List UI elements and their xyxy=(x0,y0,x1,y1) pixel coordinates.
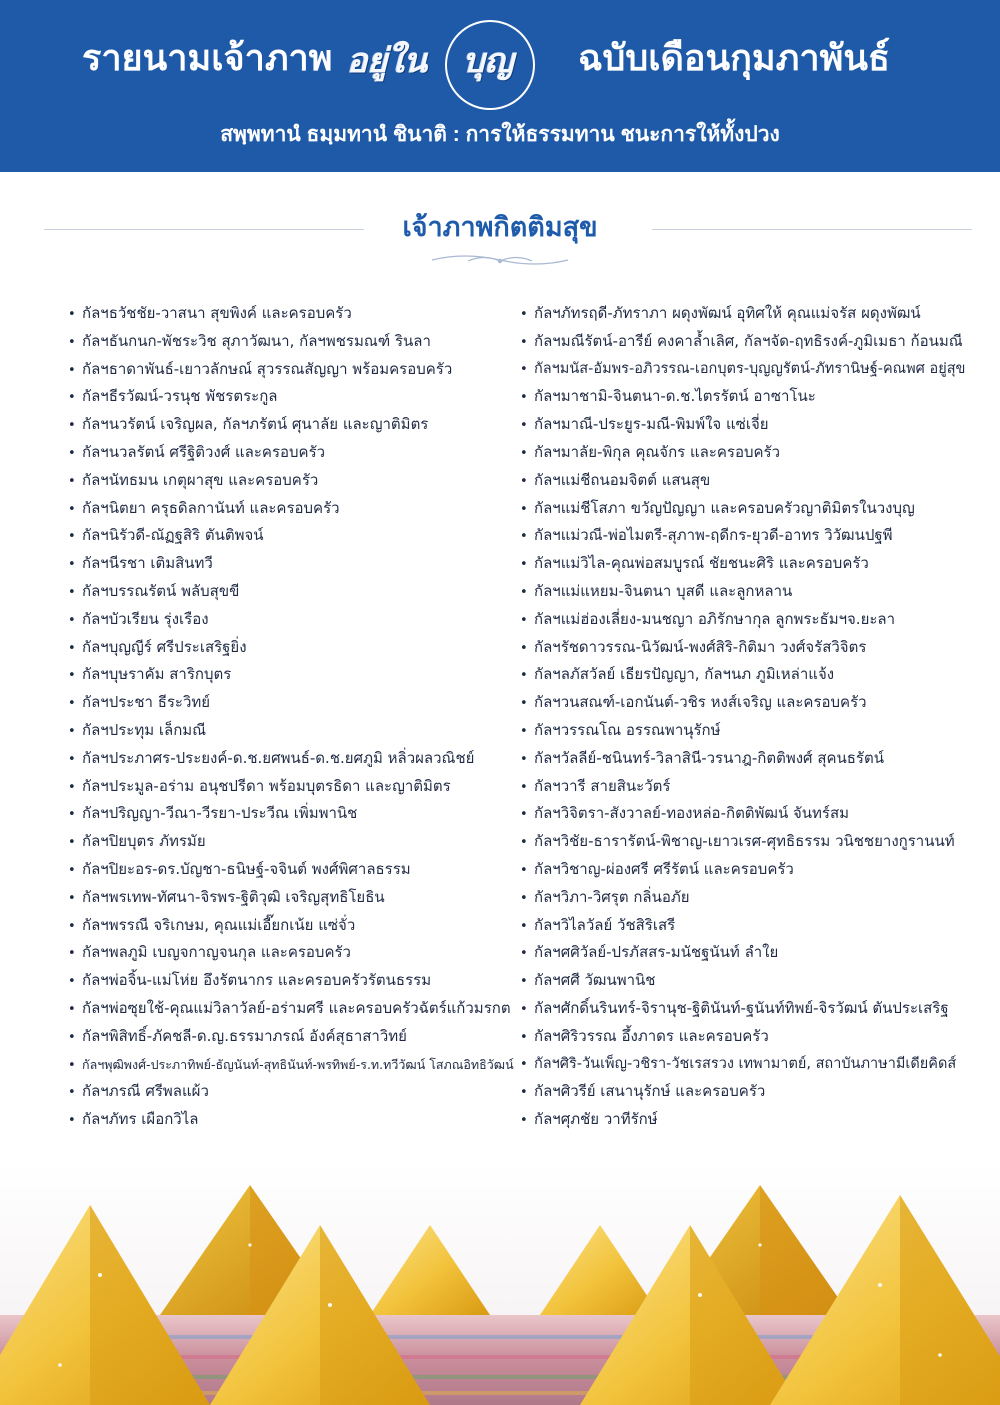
donor-item xyxy=(520,939,968,967)
donor-list-left xyxy=(68,300,518,1134)
donor-name: กัลฯมณีรัตน์-อารีย์ คงคาล้ำเลิศ, กัลฯจัด-ฤทธิรงค์-ภูมิเมธา ก้อนมณี xyxy=(534,331,963,350)
bullet-icon: • xyxy=(68,334,76,350)
donor-name: กัลฯวิไลวัลย์ วัชสิริเสรี xyxy=(534,915,676,934)
donor-item xyxy=(520,884,968,912)
donor-item xyxy=(68,1078,518,1106)
donor-item xyxy=(68,356,518,384)
donor-name: กัลฯแม่ฮ่องเลี่ยง-มนชญา อภิรักษากุล ลูกพระธัมฯจ.ยะลา xyxy=(534,609,896,628)
donor-item xyxy=(520,1051,968,1079)
donor-name: กัลฯแม่ชีถนอมจิตต์ แสนสุข xyxy=(534,470,711,489)
bullet-icon: • xyxy=(68,723,76,739)
header-banner xyxy=(0,0,1000,172)
bullet-icon: • xyxy=(520,1056,528,1072)
donor-name: กัลฯพ่อซุยใช้-คุณแม่วิลาวัลย์-อร่ามศรี และครอบครัวฉัตร์แก้วมรกต xyxy=(82,998,511,1017)
donor-item xyxy=(68,1106,518,1134)
donor-name: กัลฯพรเทพ-ทัศนา-จิรพร-ฐิติวุฒิ เจริญสุทธิโยธิน xyxy=(82,887,385,906)
donor-name: กัลฯนิตยา ครุธดิลกานันท์ และครอบครัว xyxy=(82,498,340,517)
bullet-icon: • xyxy=(520,390,528,406)
bullet-icon: • xyxy=(68,612,76,628)
donor-item xyxy=(520,383,968,411)
donor-item xyxy=(68,717,518,745)
donor-name: กัลฯภัทร เผือกวิไล xyxy=(82,1110,199,1129)
donor-item xyxy=(520,967,968,995)
donor-name: กัลฯวิชาญ-ผ่องศรี ศรีรัตน์ และครอบครัว xyxy=(534,859,794,878)
bullet-icon: • xyxy=(520,1085,528,1101)
donor-name: กัลฯภรณี ศรีพลแผ้ว xyxy=(82,1082,209,1101)
bullet-icon: • xyxy=(68,445,76,461)
donor-item xyxy=(68,495,518,523)
bullet-icon: • xyxy=(520,918,528,934)
donor-name: กัลฯนวรัตน์ เจริญผล, กัลฯภรัตน์ ศุนาลัย และญาติมิตร xyxy=(82,415,429,434)
bullet-icon: • xyxy=(520,640,528,656)
bullet-icon: • xyxy=(520,473,528,489)
ornament-flourish-icon xyxy=(428,250,572,268)
donor-item xyxy=(68,939,518,967)
bullet-icon: • xyxy=(520,696,528,712)
bullet-icon: • xyxy=(68,890,76,906)
donor-name: กัลฯพุฒิพงศ์-ประภาทิพย์-ธัญนันท์-สุทธินันท์-พรทิพย์-ร.ท.ทวีวัฒน์ โสภณอิทธิวัฒน์ xyxy=(82,1056,514,1072)
bullet-icon: • xyxy=(520,445,528,461)
bullet-icon: • xyxy=(520,1113,528,1129)
donor-item xyxy=(520,495,968,523)
donor-item xyxy=(520,856,968,884)
header-title-left: รายนามเจ้าภาพ xyxy=(82,37,333,78)
bullet-icon: • xyxy=(520,862,528,878)
bullet-icon: • xyxy=(520,334,528,350)
bullet-icon: • xyxy=(520,529,528,545)
donor-name: กัลฯนีรชา เติมสินทวี xyxy=(82,554,213,573)
bullet-icon: • xyxy=(68,501,76,517)
donor-name: กัลฯศิวรีย์ เสนานุรักษ์ และครอบครัว xyxy=(534,1082,766,1101)
bullet-icon: • xyxy=(68,668,76,684)
donor-name: กัลฯศักดิ์นรินทร์-จิรานุช-ฐิตินันท์-ฐนันท์ทิพย์-จิรวัฒน์ ตันประเสริฐ xyxy=(534,998,949,1017)
donor-item xyxy=(520,328,968,356)
donor-name: กัลฯประภาศร-ประยงค์-ด.ช.ยศพนธ์-ด.ช.ยศภูมิ หลิ่วผลวณิชย์ xyxy=(82,748,475,767)
donor-item xyxy=(68,606,518,634)
bullet-icon: • xyxy=(68,1001,76,1017)
bullet-icon: • xyxy=(68,862,76,878)
donor-item xyxy=(520,745,968,773)
donor-item xyxy=(68,1051,518,1079)
donor-item xyxy=(520,661,968,689)
donor-item xyxy=(520,1078,968,1106)
donor-name: กัลฯมาณี-ประยูร-มณี-พิมพ์ใจ แซ่เจี่ย xyxy=(534,415,769,434)
bullet-icon: • xyxy=(520,668,528,684)
donor-name: กัลฯรัชดาวรรณ-นิวัฒน์-พงศ์สิริ-กิติมา วงศ์จรัสวิจิตร xyxy=(534,637,867,656)
bullet-icon: • xyxy=(68,1029,76,1045)
header-subtitle: สพฺพทานํ ธมฺมทานํ ชินาติ : การให้ธรรมทาน ชนะการให้ทั้งปวง xyxy=(220,123,780,146)
donor-name: กัลฯนวลรัตน์ ศรีฐิติวงศ์ และครอบครัว xyxy=(82,442,326,461)
donor-name: กัลฯนิรัวดี-ณัฏฐสิริ ตันติพจน์ xyxy=(82,526,264,545)
bullet-icon: • xyxy=(520,835,528,851)
donor-item xyxy=(520,773,968,801)
bullet-icon: • xyxy=(68,390,76,406)
donor-item xyxy=(520,995,968,1023)
donor-name: กัลฯธีรวัฒน์-วรนุช พัชรตระกูล xyxy=(82,387,278,406)
bullet-icon: • xyxy=(520,890,528,906)
bullet-icon: • xyxy=(68,918,76,934)
donor-item xyxy=(68,689,518,717)
donor-name: กัลฯวิจิตรา-สังวาลย์-ทองหล่อ-กิตติพัฒน์ จันทร์สม xyxy=(534,804,850,823)
donor-name: กัลฯวรรณโณ อรรณพานุรักษ์ xyxy=(534,720,721,739)
donor-name: กัลฯปิยบุตร ภัทรมัย xyxy=(82,832,206,851)
donor-name: กัลฯศิริ-วันเพ็ญ-วชิรา-วัชเรสรวง เทพามาตย์, สถาบันภาษามีเดียคิดส์ xyxy=(534,1055,957,1072)
donor-name: กัลฯแม่แหยม-จินตนา บุสดี และลูกหลาน xyxy=(534,581,793,600)
donor-item xyxy=(68,828,518,856)
donor-item xyxy=(68,522,518,550)
donor-item xyxy=(520,300,968,328)
donor-item xyxy=(68,467,518,495)
donor-item xyxy=(68,745,518,773)
donor-name: กัลฯวารี สายสินะวัตร์ xyxy=(534,776,671,795)
bullet-icon: • xyxy=(68,946,76,962)
donor-item xyxy=(520,439,968,467)
donor-item xyxy=(68,856,518,884)
bullet-icon: • xyxy=(68,1113,76,1129)
donor-name: กัลฯแม่วิไล-คุณพ่อสมบูรณ์ ชัยชนะศิริ และครอบครัว xyxy=(534,554,869,573)
donor-item xyxy=(520,411,968,439)
donor-item xyxy=(520,689,968,717)
donor-name: กัลฯประมูล-อร่าม อนุชปรีดา พร้อมบุตรธิดา และญาติมิตร xyxy=(82,776,451,795)
bullet-icon: • xyxy=(68,307,76,322)
donor-item xyxy=(68,773,518,801)
donor-item xyxy=(68,884,518,912)
logo-word-a: อยู่ใน xyxy=(347,41,428,81)
bullet-icon: • xyxy=(68,362,76,378)
bullet-icon: • xyxy=(68,584,76,600)
donor-name: กัลฯศิริวรรณ อึ้งภาดร และครอบครัว xyxy=(534,1026,769,1045)
donor-item xyxy=(68,995,518,1023)
donor-item xyxy=(520,717,968,745)
donor-name: กัลฯธันกนก-พัชระวิช สุภาวัฒนา, กัลฯพชรมณฑ์ รินลา xyxy=(82,331,431,350)
bullet-icon: • xyxy=(520,1001,528,1017)
donor-list-right xyxy=(520,300,968,1134)
donor-name: กัลฯศศิวัลย์-ปรภัสสร-มนัชฐนันท์ ลำใย xyxy=(534,943,779,962)
donor-name: กัลฯมนัส-อัมพร-อภิวรรณ-เอกบุตร-บุญญรัตน์-ภัทรานิษฐ์-คณพศ อยู่สุข xyxy=(534,360,966,377)
donor-name: กัลฯลภัสวัลย์ เธียรปัญญา, กัลฯนภ ภูมิเหล่าแจ้ง xyxy=(534,665,835,684)
bullet-icon: • xyxy=(520,612,528,628)
donor-item xyxy=(68,800,518,828)
donor-item xyxy=(520,578,968,606)
bullet-icon: • xyxy=(68,557,76,573)
donor-name: กัลฯวนสณฑ์-เอกนันต์-วชิร หงส์เจริญ และครอบครัว xyxy=(534,693,867,712)
donor-name: กัลฯบุญญีร์ ศรีประเสริฐยิ่ง xyxy=(82,637,247,656)
donor-item xyxy=(68,383,518,411)
donor-name: กัลฯแม่ชีโสภา ขวัญปัญญา และครอบครัวญาติมิตรในวงบุญ xyxy=(534,498,915,517)
bullet-icon: • xyxy=(520,974,528,990)
section-title: เจ้าภาพกิตติมสุข xyxy=(402,212,598,242)
donor-name: กัลฯธาดาพันธ์-เยาวลักษณ์ สุวรรณสัญญา พร้อมครอบครัว xyxy=(82,359,453,378)
donor-name: กัลฯมาชามิ-จินตนา-ด.ช.ไตรรัตน์ อาซาโนะ xyxy=(534,387,816,406)
donor-name: กัลฯวิภา-วิศรุต กลิ่นอภัย xyxy=(534,887,690,906)
donor-item xyxy=(520,800,968,828)
donor-item xyxy=(68,411,518,439)
donor-name: กัลฯประชา ธีระวิทย์ xyxy=(82,693,211,712)
donor-item xyxy=(68,1023,518,1051)
bullet-icon: • xyxy=(68,835,76,851)
bullet-icon: • xyxy=(68,529,76,545)
donor-item xyxy=(520,606,968,634)
donor-name: กัลฯมาลัย-พิกุล คุณจักร และครอบครัว xyxy=(534,442,781,461)
donor-name: กัลฯธวัชชัย-วาสนา สุขพิงค์ และครอบครัว xyxy=(82,304,352,322)
donor-name: กัลฯภัทรฤดี-ภัทราภา ผดุงพัฒน์ อุทิศให้ คุณแม่จรัส ผดุงพัฒน์ xyxy=(534,304,921,322)
donor-name: กัลฯปิยะอร-ดร.บัญชา-ธนิษฐ์-จจินต์ พงศ์พิศาลธรรม xyxy=(82,859,411,878)
donor-name: กัลฯพิสิทธิ์-ภัคชลี-ด.ญ.ธรรมาภรณ์ อังค์สุธาสาวิทย์ xyxy=(82,1026,407,1045)
bullet-icon: • xyxy=(68,473,76,489)
bullet-icon: • xyxy=(68,1057,76,1073)
bullet-icon: • xyxy=(520,751,528,767)
bullet-icon: • xyxy=(520,361,528,377)
donor-item xyxy=(520,1106,968,1134)
bullet-icon: • xyxy=(520,307,528,322)
bullet-icon: • xyxy=(520,779,528,795)
donor-name: กัลฯประทุม เล็กมณี xyxy=(82,720,207,739)
donor-name: กัลฯปริญญา-วีณา-วีรยา-ประวีณ เพิ่มพานิช xyxy=(82,804,358,823)
donor-item xyxy=(68,634,518,662)
donor-name: กัลฯบรรณรัตน์ พลับสุขขี xyxy=(82,581,240,600)
bullet-icon: • xyxy=(68,640,76,656)
donor-item xyxy=(68,661,518,689)
bullet-icon: • xyxy=(68,807,76,823)
donor-item xyxy=(520,467,968,495)
donor-item xyxy=(520,550,968,578)
bullet-icon: • xyxy=(68,1085,76,1101)
bullet-icon: • xyxy=(520,584,528,600)
donor-item xyxy=(68,328,518,356)
bullet-icon: • xyxy=(68,751,76,767)
bullet-icon: • xyxy=(520,557,528,573)
donor-item xyxy=(68,550,518,578)
bullet-icon: • xyxy=(520,501,528,517)
golden-pyramids-scene xyxy=(0,1165,1000,1405)
donor-name: กัลฯวิชัย-ธารารัตน์-พิชาญ-เยาวเรศ-ศุทธิธรรม วนิชชยางกูรานนท์ xyxy=(534,832,955,851)
donor-name: กัลฯแม่วณี-พ่อไมตรี-สุภาพ-ฤดีกร-ยุวดี-อาทร วิวัฒนปฐพี xyxy=(534,526,893,545)
donor-item xyxy=(68,912,518,940)
donor-item xyxy=(68,300,518,328)
donor-name: กัลฯพลภูมิ เบญจกาญจนกุล และครอบครัว xyxy=(82,943,351,962)
header-title-right: ฉบับเดือนกุมภาพันธ์ xyxy=(578,37,890,78)
donor-name: กัลฯวัลลีย์-ชนินทร์-วิลาสินี-วรนาฎ-กิตติพงศ์ สุคนธรัตน์ xyxy=(534,748,884,767)
donor-name: กัลฯศศี วัฒนพานิช xyxy=(534,971,656,990)
bullet-icon: • xyxy=(68,779,76,795)
donor-name: กัลฯบุษราคัม สาริกบุตร xyxy=(82,665,232,684)
bullet-icon: • xyxy=(520,418,528,434)
donor-item xyxy=(520,356,968,384)
magazine-logo xyxy=(345,18,560,110)
bullet-icon: • xyxy=(520,807,528,823)
donor-item xyxy=(520,522,968,550)
donor-item xyxy=(520,912,968,940)
donor-name: กัลฯพรรณี จริเกษม, คุณแม่เอี๊ยกเน้ย แซ่จั่ว xyxy=(82,915,356,934)
donor-item xyxy=(68,967,518,995)
bullet-icon: • xyxy=(520,946,528,962)
bullet-icon: • xyxy=(68,974,76,990)
donor-name: กัลฯนัทธมน เกตุผาสุข และครอบครัว xyxy=(82,470,319,489)
donor-item xyxy=(68,578,518,606)
donor-item xyxy=(520,1023,968,1051)
donor-item xyxy=(520,634,968,662)
donor-name: กัลฯพ่อจิ้น-แม่โห่ย อึงรัตนากร และครอบครัวรัตนธรรม xyxy=(82,971,432,990)
logo-word-b: บุญ xyxy=(463,41,514,81)
donor-item xyxy=(520,828,968,856)
bullet-icon: • xyxy=(520,723,528,739)
bullet-icon: • xyxy=(68,696,76,712)
bullet-icon: • xyxy=(68,418,76,434)
donor-name: กัลฯบัวเรียน รุ่งเรือง xyxy=(82,609,209,628)
bullet-icon: • xyxy=(520,1029,528,1045)
donor-name: กัลฯศุภชัย วาทีรักษ์ xyxy=(534,1110,658,1129)
donor-item xyxy=(68,439,518,467)
